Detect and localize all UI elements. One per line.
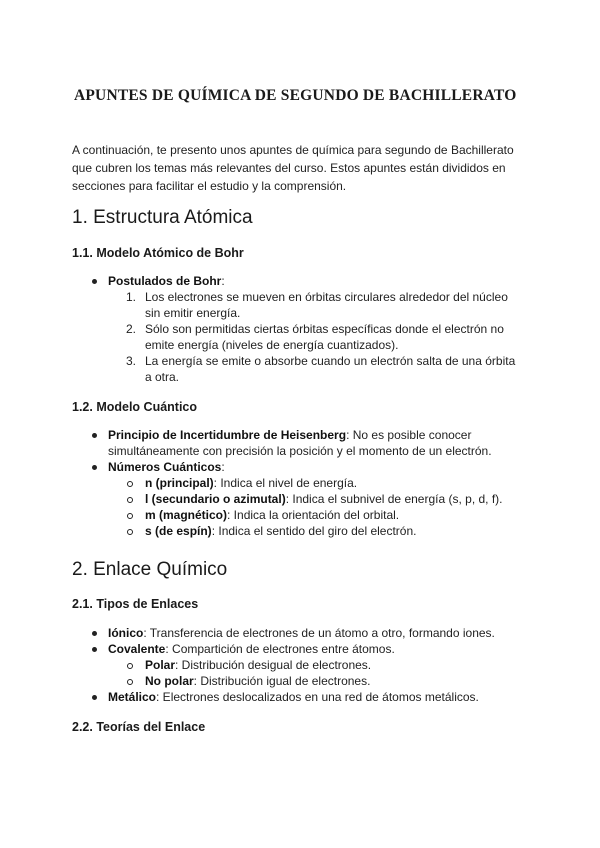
list-item-metalico: [108, 689, 479, 705]
intro-paragraph: A continuación, te presento unos apuntes de química para segundo de Bachillerato que cubren los temas más relevantes del curso. Estos apuntes están divididos en secciones para facilitar el estudio y la comprensión.: [72, 143, 514, 193]
metalico-label: Metálico: [108, 690, 157, 704]
bullet-dot: [92, 695, 97, 700]
bullet-dot: [92, 631, 97, 636]
ordered-item-line: Los electrones se mueven en órbitas circulares alrededor del núcleo: [145, 290, 508, 304]
ionico-text: : Transferencia de electrones de un átomo a otro, formando iones.: [143, 626, 495, 640]
quantum-text: : Indica la orientación del orbital.: [227, 508, 400, 522]
heisenberg-text-cont: simultáneamente con precisión la posición y el momento de un electrón.: [108, 444, 492, 458]
quantum-label: s (de espín): [145, 524, 212, 538]
postulados-colon: :: [221, 274, 225, 288]
numeros-colon: :: [221, 460, 225, 474]
polar-text: : Distribución desigual de electrones.: [175, 658, 372, 672]
circle-bullet: [127, 481, 133, 487]
bullet-dot: [92, 433, 97, 438]
bullet-dot: [92, 279, 97, 284]
ordered-item-line: La energía se emite o absorbe cuando un electrón salta de una órbita: [145, 354, 516, 368]
ordered-number: 2.: [126, 322, 137, 336]
covalente-text: : Compartición de electrones entre átomos.: [165, 642, 395, 656]
ordered-item-line: emite energía (niveles de energía cuantizados).: [145, 338, 399, 352]
quantum-label: l (secundario o azimutal): [145, 492, 286, 506]
quantum-text: : Indica el nivel de energía.: [213, 476, 358, 490]
quantum-item: [145, 475, 357, 491]
ordered-number: 1.: [126, 290, 137, 304]
document-title: APUNTES DE QUÍMICA DE SEGUNDO DE BACHILLERATO: [74, 87, 517, 104]
polar-label: Polar: [145, 658, 176, 672]
section-heading-enlace-quimico: 2. Enlace Químico: [72, 559, 228, 580]
list-item-polar: [145, 657, 371, 673]
quantum-item: [145, 523, 416, 539]
metalico-text: : Electrones deslocalizados en una red de átomos metálicos.: [156, 690, 479, 704]
list-item-ionico: [108, 625, 495, 641]
section-heading-estructura-atomica: 1. Estructura Atómica: [72, 207, 253, 228]
subsection-heading-cuantico: 1.2. Modelo Cuántico: [72, 400, 198, 414]
subsection-heading-bohr: 1.1. Modelo Atómico de Bohr: [72, 246, 244, 260]
nopolar-text: : Distribución igual de electrones.: [193, 674, 371, 688]
nopolar-label: No polar: [145, 674, 194, 688]
covalente-label: Covalente: [108, 642, 166, 656]
subsection-heading-tipos-enlaces: 2.1. Tipos de Enlaces: [72, 597, 199, 611]
ionico-label: Iónico: [108, 626, 144, 640]
ordered-item-line: Sólo son permitidas ciertas órbitas específicas donde el electrón no: [145, 322, 504, 336]
list-item-covalente: [108, 641, 395, 657]
bullet-dot: [92, 647, 97, 652]
list-item-numeros-cuanticos: [108, 459, 225, 475]
circle-bullet: [127, 497, 133, 503]
subsection-heading-teorias-enlace: 2.2. Teorías del Enlace: [72, 720, 206, 734]
list-item-no-polar: [145, 673, 370, 689]
list-item-postulados: [108, 273, 225, 289]
quantum-label: m (magnético): [145, 508, 228, 522]
quantum-item: [145, 507, 399, 523]
list-item-heisenberg: [108, 427, 471, 443]
circle-bullet: [127, 529, 133, 535]
quantum-item: [145, 491, 503, 507]
heisenberg-label: Principio de Incertidumbre de Heisenberg: [108, 428, 347, 442]
quantum-text: : Indica el sentido del giro del electrón.: [211, 524, 417, 538]
heisenberg-text: : No es posible conocer: [346, 428, 472, 442]
circle-bullet: [127, 513, 133, 519]
ordered-number: 3.: [126, 354, 137, 368]
numeros-label: Números Cuánticos: [108, 460, 222, 474]
circle-bullet: [127, 679, 133, 685]
circle-bullet: [127, 663, 133, 669]
ordered-item-line: a otra.: [145, 370, 180, 384]
ordered-item-line: sin emitir energía.: [145, 306, 241, 320]
bullet-dot: [92, 465, 97, 470]
quantum-text: : Indica el subnivel de energía (s, p, d, f).: [285, 492, 503, 506]
quantum-label: n (principal): [145, 476, 214, 490]
postulados-label: Postulados de Bohr: [108, 274, 222, 288]
